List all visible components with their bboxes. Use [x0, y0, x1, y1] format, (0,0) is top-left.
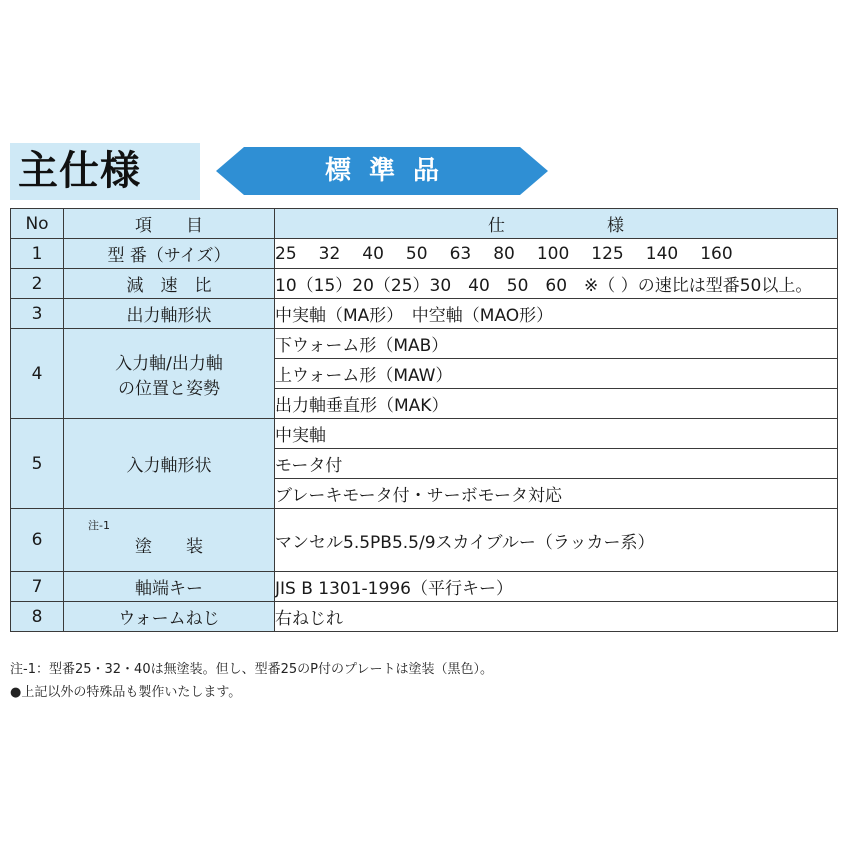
row-value: モータ付	[275, 449, 838, 479]
row-item: 型 番（サイズ）	[64, 239, 275, 269]
note-marker: 注-1	[88, 518, 110, 532]
row-value: 下ウォーム形（MAB）	[275, 329, 838, 359]
size-value: 160	[700, 243, 733, 264]
footnote-2: ●上記以外の特殊品も製作いたします。	[10, 685, 242, 700]
row-value: JIS B 1301-1996（平行キー）	[275, 572, 838, 602]
row-value: ブレーキモータ付・サーボモータ対応	[275, 479, 838, 509]
row-no: 3	[11, 299, 64, 329]
size-value: 140	[645, 243, 679, 264]
row-item: 出力軸形状	[64, 299, 275, 329]
row-item: 入力軸形状	[64, 419, 275, 509]
table-row	[11, 419, 838, 449]
row-value: マンセル5.5PB5.5/9スカイブルー（ラッカー系）	[275, 509, 838, 572]
row-no: 7	[11, 572, 64, 602]
table-row	[11, 299, 838, 329]
table-row	[11, 329, 838, 359]
banner-label: 標準品	[324, 156, 457, 186]
size-value: 32	[318, 243, 341, 264]
footnotes	[10, 658, 493, 704]
row-item-line: 入力軸/出力軸	[115, 353, 223, 374]
row-item: ウォームねじ	[64, 602, 275, 632]
size-value: 50	[405, 243, 428, 264]
row-item-label: 塗 装	[135, 536, 203, 557]
header-spec: 仕 様	[275, 209, 838, 239]
table-row	[11, 269, 838, 299]
footnote-1: 注-1：型番25・32・40は無塗装。但し、型番25のP付のプレートは塗装（黒色）。	[10, 662, 493, 677]
size-value: 80	[493, 243, 515, 264]
table-row	[11, 509, 838, 572]
row-item-line: の位置と姿勢	[118, 378, 220, 399]
size-value: 63	[449, 243, 472, 264]
row-item: 減 速 比	[64, 269, 275, 299]
table-header-row	[11, 209, 838, 239]
row-no: 1	[11, 239, 64, 269]
page-title: 主仕様	[18, 148, 141, 194]
row-no: 5	[11, 419, 64, 509]
table-row	[11, 239, 838, 269]
row-item	[64, 509, 275, 572]
row-value: 中実軸（MA形） 中空軸（MAO形）	[275, 299, 838, 329]
row-value: 10（15）20（25）30 40 50 60 ※（ ）の速比は型番50以上。	[275, 269, 838, 299]
row-no: 4	[11, 329, 64, 419]
row-value: 上ウォーム形（MAW）	[275, 359, 838, 389]
row-no: 8	[11, 602, 64, 632]
table-row	[11, 602, 838, 632]
row-item	[64, 329, 275, 419]
row-value: 右ねじれ	[275, 602, 838, 632]
size-value: 100	[536, 243, 570, 264]
row-item: 軸端キー	[64, 572, 275, 602]
row-no: 6	[11, 509, 64, 572]
row-no: 2	[11, 269, 64, 299]
row-value: 出力軸垂直形（MAK）	[275, 389, 838, 419]
header-no: No	[11, 209, 64, 239]
row-value: 中実軸	[275, 419, 838, 449]
size-list	[275, 239, 838, 269]
size-value: 40	[362, 243, 384, 264]
header-item: 項 目	[64, 209, 275, 239]
spec-table	[10, 208, 838, 632]
table-row	[11, 572, 838, 602]
size-value: 125	[591, 243, 624, 264]
size-value: 25	[275, 243, 297, 264]
